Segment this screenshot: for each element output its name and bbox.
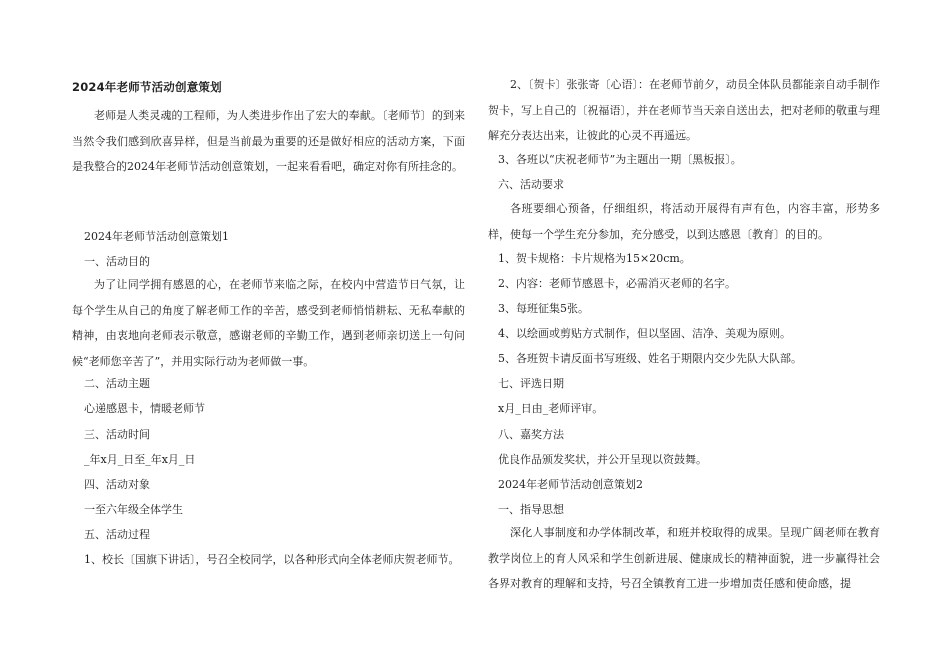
section6-item2: 2、内容：老师节感恩卡，必需消灭老师的名字。 — [498, 277, 736, 290]
section8-text: 优良作品颁发奖状，并公开呈现以资鼓舞。 — [498, 453, 707, 466]
section7-heading: 七、评选日期 — [498, 377, 564, 390]
section2-text: 心递感恩卡，情暖老师节 — [84, 402, 205, 415]
intro-paragraph: 老师是人类灵魂的工程师，为人类进步作出了宏大的奉献。〔老师节〕的到来当然令我们感到欣喜异样，但是当前最为重要的还是做好相应的活动方案，下面是我整合的2024年老师节活动创意策划，一起来看看吧，确定对你有所挂念的。 — [72, 109, 465, 174]
section6-item1: 1、贺卡规格：卡片规格为15×20cm。 — [498, 252, 691, 265]
section6-text: 各班要细心预备，仔细组织，将活动开展得有声有色，内容丰富，形势多样，使每一个学生充分参加，充分感受，以到达感恩〔教育〕的目的。 — [488, 202, 880, 241]
section6-heading: 六、活动要求 — [498, 178, 564, 191]
section1-text: 为了让同学拥有感恩的心，在老师节来临之际，在校内中营造节日气氛，让每个学生从自己的角度了解老师工作的辛苦，感受到老师悄悄耕耘、无私奉献的精神，由衷地向老师表示敬意，感谢老师的辛勤工作，遇到老师亲切送上一句问候“老师您辛苦了”，并用实际行动为老师做一事。 — [72, 278, 465, 368]
plan2-heading: 2024年老师节活动创意策划2 — [498, 478, 643, 491]
section2-heading: 二、活动主题 — [84, 377, 150, 390]
plan2-section1-text: 深化人事制度和办学体制改革，和班并校取得的成果。呈现广阔老师在教育教学岗位上的育人风采和学生创新进展、健康成长的精神面貌，进一步赢得社会各界对教育的理解和支持，号召全镇教育工进一步增加责任感和使命感，提 — [488, 526, 880, 591]
section6-item5: 5、各班贺卡请反面书写班级、姓名于期限内交少先队大队部。 — [498, 352, 802, 365]
section3-heading: 三、活动时间 — [84, 428, 150, 441]
section6-item3: 3、每班征集5张。 — [498, 302, 589, 315]
section4-text: 一至六年级全体学生 — [84, 503, 183, 516]
section5-heading: 五、活动过程 — [84, 528, 150, 541]
plan1-heading: 2024年老师节活动创意策划1 — [84, 230, 229, 243]
section8-heading: 八、嘉奖方法 — [498, 428, 564, 441]
section7-text: x月_日由_老师评审。 — [498, 402, 604, 415]
section5-item3: 3、各班以“庆祝老师节”为主题出一期〔黑板报〕。 — [498, 153, 742, 166]
plan2-section1-heading: 一、指导思想 — [498, 503, 564, 516]
document-title: 2024年老师节活动创意策划 — [72, 80, 222, 94]
section1-heading: 一、活动目的 — [84, 255, 150, 268]
section6-item4: 4、以绘画或剪贴方式制作，但以坚固、洁净、美观为原则。 — [498, 327, 791, 340]
section4-heading: 四、活动对象 — [84, 478, 150, 491]
section3-text: _年x月_日至_年x月_日 — [84, 453, 196, 466]
section5-item2: 2、〔贺卡〕张张寄〔心语〕：在老师节前夕，动员全体队员都能亲自动手制作贺卡，写上自己的〔祝福语〕，并在老师节当天亲自送出去，把对老师的敬重与理解充分表达出来，让彼此的心灵不再遥远。 — [488, 78, 880, 143]
section5-item1: 1、校长〔国旗下讲话〕，号召全校同学，以各种形式向全体老师庆贺老师节。 — [84, 553, 460, 566]
